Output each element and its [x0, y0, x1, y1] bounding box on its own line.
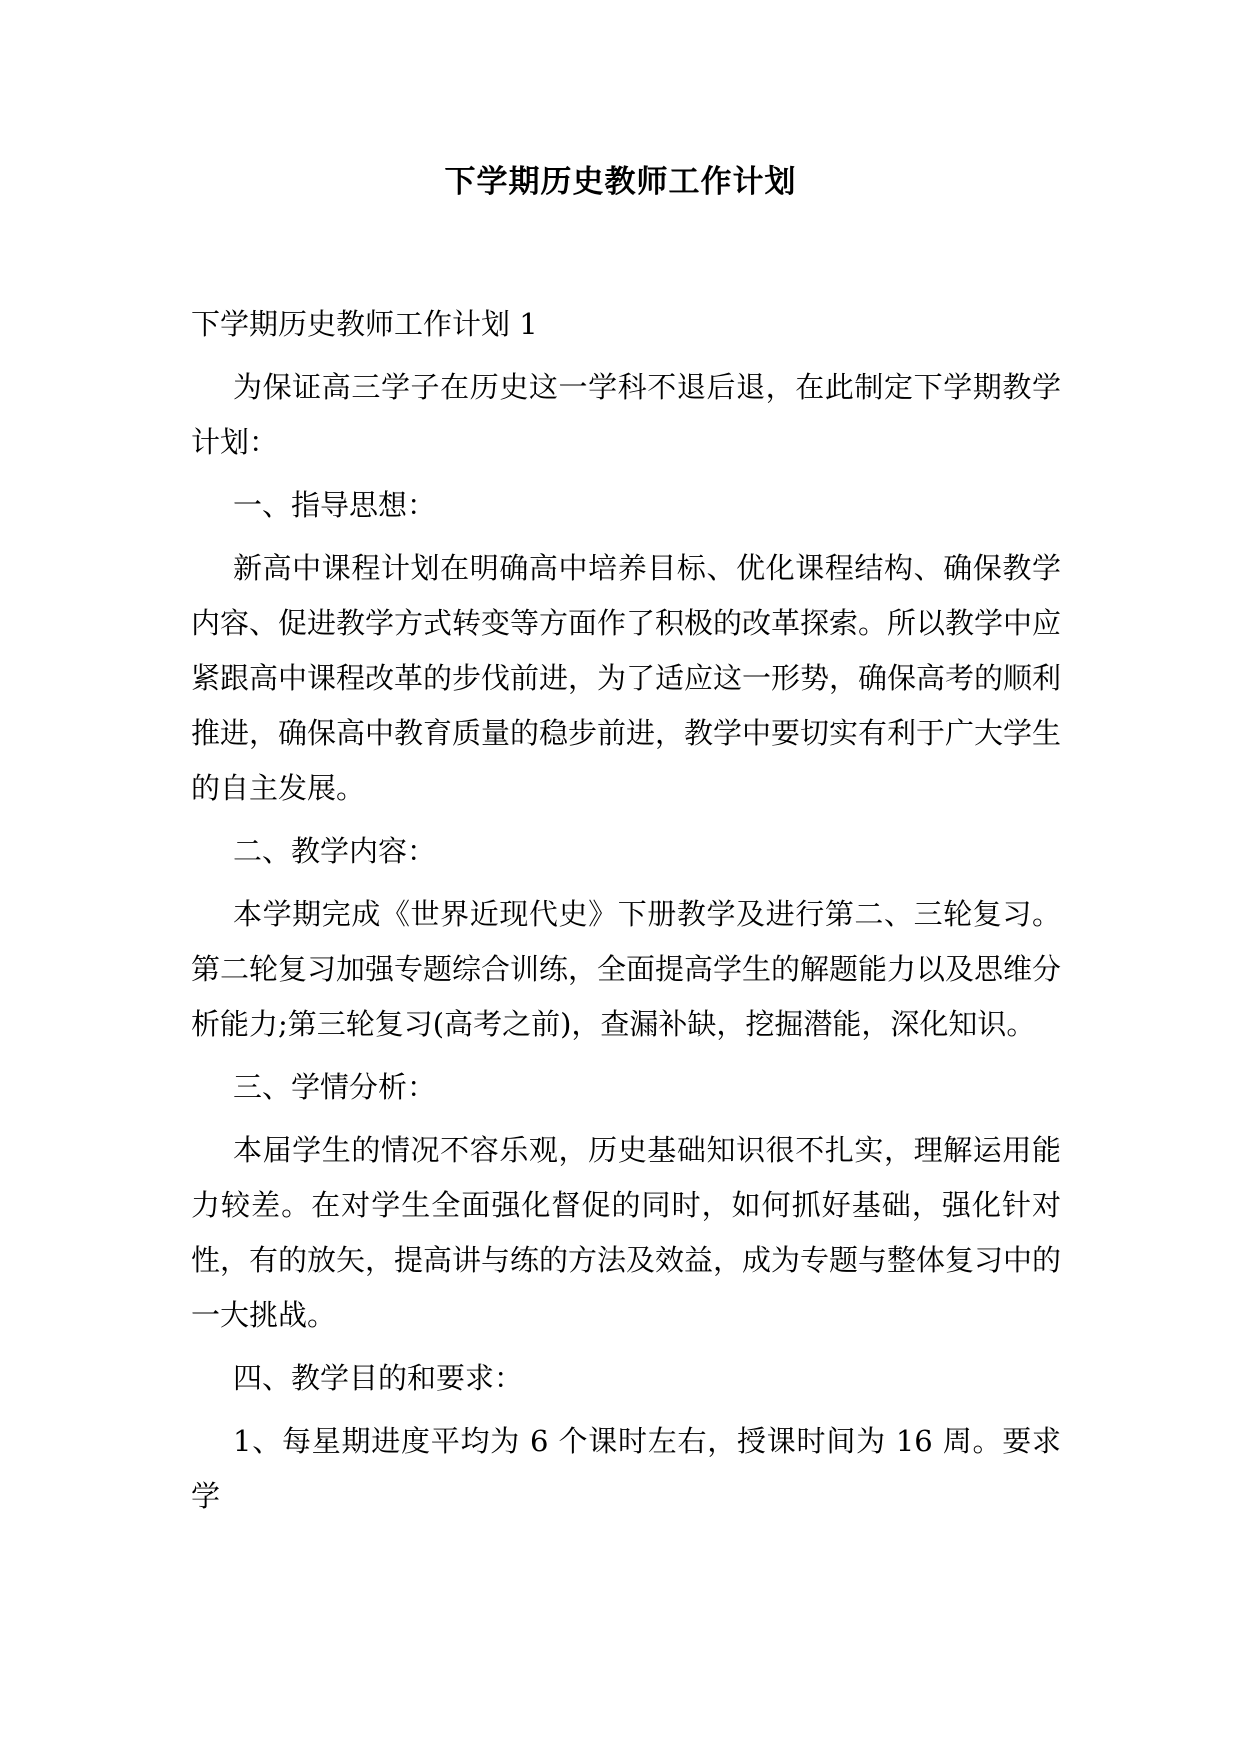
section-heading-guiding-thought: 一、指导思想： [233, 488, 437, 522]
paragraph-student-analysis: 本届学生的情况不容乐观，历史基础知识很不扎实，理解运用能力较差。在对学生全面强化督促的同时，如何抓好基础，强化针对性，有的放矢，提高讲与练的方法及效益，成为专题与整体复习中的一大挑战。 [191, 1133, 1062, 1332]
section-heading-teaching-content: 二、教学内容： [233, 834, 437, 868]
paragraph-intro: 为保证高三学子在历史这一学科不退后退，在此制定下学期教学计划： [191, 370, 1061, 459]
document-title: 下学期历史教师工作计划 [444, 164, 797, 200]
paragraph-heading-plan-1: 下学期历史教师工作计划 1 [191, 307, 538, 341]
section-heading-student-analysis: 三、学情分析： [233, 1070, 437, 1104]
section-heading-goals: 四、教学目的和要求： [233, 1361, 524, 1395]
document-body [191, 297, 1061, 1532]
paragraph-goals-item-1: 1、每星期进度平均为 6 个课时左右，授课时间为 16 周。要求学 [191, 1424, 1061, 1513]
paragraph-guiding-thought: 新高中课程计划在明确高中培养目标、优化课程结构、确保教学内容、促进教学方式转变等方面作了积极的改革探索。所以教学中应紧跟高中课程改革的步伐前进，为了适应这一形势，确保高考的顺利推进，确保高中教育质量的稳步前进，教学中要切实有利于广大学生的自主发展。 [191, 551, 1062, 805]
paragraph-teaching-content: 本学期完成《世界近现代史》下册教学及进行第二、三轮复习。第二轮复习加强专题综合训练，全面提高学生的解题能力以及思维分析能力;第三轮复习(高考之前)，查漏补缺，挖掘潜能，深化知识。 [191, 897, 1062, 1041]
